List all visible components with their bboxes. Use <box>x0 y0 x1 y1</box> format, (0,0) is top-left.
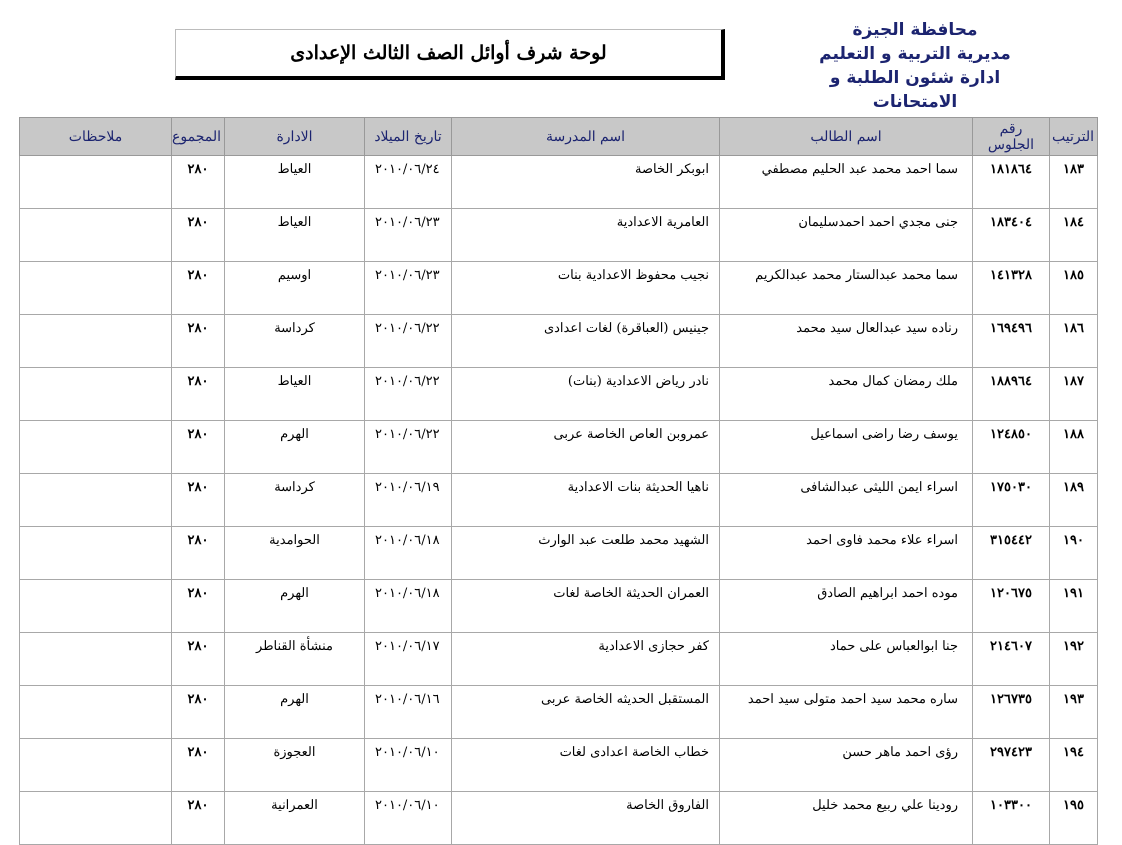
table-row <box>20 156 1098 209</box>
administration-cell: الحوامدية <box>225 527 365 580</box>
table-row <box>20 633 1098 686</box>
seat-number-cell: ١٤١٣٢٨ <box>973 262 1050 315</box>
seat-number-cell: ٢١٤٦٠٧ <box>973 633 1050 686</box>
rank-cell: ١٩٤ <box>1050 739 1098 792</box>
seat-number-cell: ٢٩٧٤٢٣ <box>973 739 1050 792</box>
organization-header <box>795 18 1035 114</box>
notes-cell <box>20 156 172 209</box>
rank-cell: ١٨٥ <box>1050 262 1098 315</box>
column-header-school-name: اسم المدرسة <box>452 118 720 156</box>
notes-cell <box>20 315 172 368</box>
directorate-name: مديرية التربية و التعليم <box>819 44 1011 64</box>
notes-cell <box>20 474 172 527</box>
administration-cell: كرداسة <box>225 474 365 527</box>
governorate-name: محافظة الجيزة <box>852 20 978 40</box>
table-row <box>20 421 1098 474</box>
seat-number-cell: ١٢٠٦٧٥ <box>973 580 1050 633</box>
student-name-cell: اسراء علاء محمد فاوى احمد <box>720 527 973 580</box>
column-header-student-name: اسم الطالب <box>720 118 973 156</box>
rank-cell: ١٩٣ <box>1050 686 1098 739</box>
department-name: ادارة شئون الطلبة و الامتحانات <box>829 68 1001 112</box>
student-name-cell: جنا ابوالعباس على حماد <box>720 633 973 686</box>
student-name-cell: رودينا علي ربيع محمد خليل <box>720 792 973 845</box>
table-body <box>20 156 1098 845</box>
school-name-cell: خطاب الخاصة اعدادى لغات <box>452 739 720 792</box>
total-cell: ٢٨٠ <box>172 580 225 633</box>
student-name-cell: سما محمد عبدالستار محمد عبدالكريم <box>720 262 973 315</box>
notes-cell <box>20 262 172 315</box>
notes-cell <box>20 792 172 845</box>
total-cell: ٢٨٠ <box>172 527 225 580</box>
table-row <box>20 474 1098 527</box>
birth-date-cell: ٢٠١٠/٠٦/١٧ <box>365 633 452 686</box>
seat-number-cell: ١٨٣٤٠٤ <box>973 209 1050 262</box>
administration-cell: العياط <box>225 156 365 209</box>
table-header-row <box>20 118 1098 156</box>
total-cell: ٢٨٠ <box>172 474 225 527</box>
school-name-cell: ابوبكر الخاصة <box>452 156 720 209</box>
seat-number-cell: ١٧٥٠٣٠ <box>973 474 1050 527</box>
school-name-cell: ناهيا الحديثة بنات الاعدادية <box>452 474 720 527</box>
birth-date-cell: ٢٠١٠/٠٦/١٩ <box>365 474 452 527</box>
school-name-cell: الشهيد محمد طلعت عبد الوارث <box>452 527 720 580</box>
notes-cell <box>20 686 172 739</box>
rank-cell: ١٩٥ <box>1050 792 1098 845</box>
student-name-cell: موده احمد ابراهيم الصادق <box>720 580 973 633</box>
table-row <box>20 580 1098 633</box>
total-cell: ٢٨٠ <box>172 156 225 209</box>
table-row <box>20 739 1098 792</box>
column-header-notes: ملاحظات <box>20 118 172 156</box>
student-name-cell: ملك رمضان كمال محمد <box>720 368 973 421</box>
rank-cell: ١٨٧ <box>1050 368 1098 421</box>
birth-date-cell: ٢٠١٠/٠٦/٢٢ <box>365 421 452 474</box>
notes-cell <box>20 421 172 474</box>
column-header-rank: الترتيب <box>1050 118 1098 156</box>
seat-number-cell: ١٨١٨٦٤ <box>973 156 1050 209</box>
rank-cell: ١٨٩ <box>1050 474 1098 527</box>
birth-date-cell: ٢٠١٠/٠٦/١٦ <box>365 686 452 739</box>
administration-cell: العمرانية <box>225 792 365 845</box>
school-name-cell: جينيس (العباقرة) لغات اعدادى <box>452 315 720 368</box>
rank-cell: ١٨٨ <box>1050 421 1098 474</box>
school-name-cell: العامرية الاعدادية <box>452 209 720 262</box>
rank-cell: ١٩٠ <box>1050 527 1098 580</box>
notes-cell <box>20 209 172 262</box>
student-name-cell: جنى مجدي احمد احمدسليمان <box>720 209 973 262</box>
student-name-cell: سما احمد محمد عبد الحليم مصطفي <box>720 156 973 209</box>
total-cell: ٢٨٠ <box>172 792 225 845</box>
table-row <box>20 209 1098 262</box>
birth-date-cell: ٢٠١٠/٠٦/١٠ <box>365 739 452 792</box>
student-name-cell: ساره محمد سيد احمد متولى سيد احمد <box>720 686 973 739</box>
seat-number-cell: ١٨٨٩٦٤ <box>973 368 1050 421</box>
table-row <box>20 315 1098 368</box>
rank-cell: ١٩١ <box>1050 580 1098 633</box>
birth-date-cell: ٢٠١٠/٠٦/١٠ <box>365 792 452 845</box>
notes-cell <box>20 633 172 686</box>
birth-date-cell: ٢٠١٠/٠٦/٢٣ <box>365 262 452 315</box>
table-row <box>20 368 1098 421</box>
student-name-cell: رؤى احمد ماهر حسن <box>720 739 973 792</box>
total-cell: ٢٨٠ <box>172 368 225 421</box>
total-cell: ٢٨٠ <box>172 421 225 474</box>
birth-date-cell: ٢٠١٠/٠٦/٢٢ <box>365 315 452 368</box>
birth-date-cell: ٢٠١٠/٠٦/٢٢ <box>365 368 452 421</box>
birth-date-cell: ٢٠١٠/٠٦/١٨ <box>365 580 452 633</box>
table-row <box>20 527 1098 580</box>
administration-cell: منشأة القناطر <box>225 633 365 686</box>
birth-date-cell: ٢٠١٠/٠٦/٢٤ <box>365 156 452 209</box>
column-header-birth-date: تاريخ الميلاد <box>365 118 452 156</box>
administration-cell: العياط <box>225 209 365 262</box>
total-cell: ٢٨٠ <box>172 633 225 686</box>
seat-number-cell: ١٢٦٧٣٥ <box>973 686 1050 739</box>
total-cell: ٢٨٠ <box>172 739 225 792</box>
column-header-total: المجموع <box>172 118 225 156</box>
seat-number-cell: ١٠٣٣٠٠ <box>973 792 1050 845</box>
notes-cell <box>20 580 172 633</box>
student-name-cell: اسراء ايمن الليثى عبدالشافى <box>720 474 973 527</box>
total-cell: ٢٨٠ <box>172 262 225 315</box>
birth-date-cell: ٢٠١٠/٠٦/١٨ <box>365 527 452 580</box>
seat-number-cell: ٣١٥٤٤٢ <box>973 527 1050 580</box>
school-name-cell: العمران الحديثة الخاصة لغات <box>452 580 720 633</box>
school-name-cell: كفر حجازى الاعدادية <box>452 633 720 686</box>
page-title: لوحة شرف أوائل الصف الثالث الإعدادى <box>290 42 607 64</box>
birth-date-cell: ٢٠١٠/٠٦/٢٣ <box>365 209 452 262</box>
student-name-cell: رناده سيد عبدالعال سيد محمد <box>720 315 973 368</box>
administration-cell: الهرم <box>225 421 365 474</box>
rank-cell: ١٨٣ <box>1050 156 1098 209</box>
total-cell: ٢٨٠ <box>172 209 225 262</box>
administration-cell: العياط <box>225 368 365 421</box>
total-cell: ٢٨٠ <box>172 315 225 368</box>
administration-cell: اوسيم <box>225 262 365 315</box>
table-row <box>20 262 1098 315</box>
table-row <box>20 792 1098 845</box>
school-name-cell: المستقبل الحديثه الخاصة عربى <box>452 686 720 739</box>
school-name-cell: نادر رياض الاعدادية (بنات) <box>452 368 720 421</box>
title-box <box>175 29 725 80</box>
student-name-cell: يوسف رضا راضى اسماعيل <box>720 421 973 474</box>
notes-cell <box>20 368 172 421</box>
school-name-cell: الفاروق الخاصة <box>452 792 720 845</box>
notes-cell <box>20 739 172 792</box>
rank-cell: ١٩٢ <box>1050 633 1098 686</box>
column-header-administration: الادارة <box>225 118 365 156</box>
total-cell: ٢٨٠ <box>172 686 225 739</box>
table-row <box>20 686 1098 739</box>
school-name-cell: عمروبن العاص الخاصة عربى <box>452 421 720 474</box>
column-header-seat-number: رقم الجلوس <box>973 118 1050 156</box>
seat-number-cell: ١٦٩٤٩٦ <box>973 315 1050 368</box>
rank-cell: ١٨٦ <box>1050 315 1098 368</box>
honor-roll-table <box>19 117 1098 845</box>
rank-cell: ١٨٤ <box>1050 209 1098 262</box>
notes-cell <box>20 527 172 580</box>
administration-cell: الهرم <box>225 686 365 739</box>
seat-number-cell: ١٢٤٨٥٠ <box>973 421 1050 474</box>
school-name-cell: نجيب محفوظ الاعدادية بنات <box>452 262 720 315</box>
administration-cell: الهرم <box>225 580 365 633</box>
administration-cell: العجوزة <box>225 739 365 792</box>
administration-cell: كرداسة <box>225 315 365 368</box>
